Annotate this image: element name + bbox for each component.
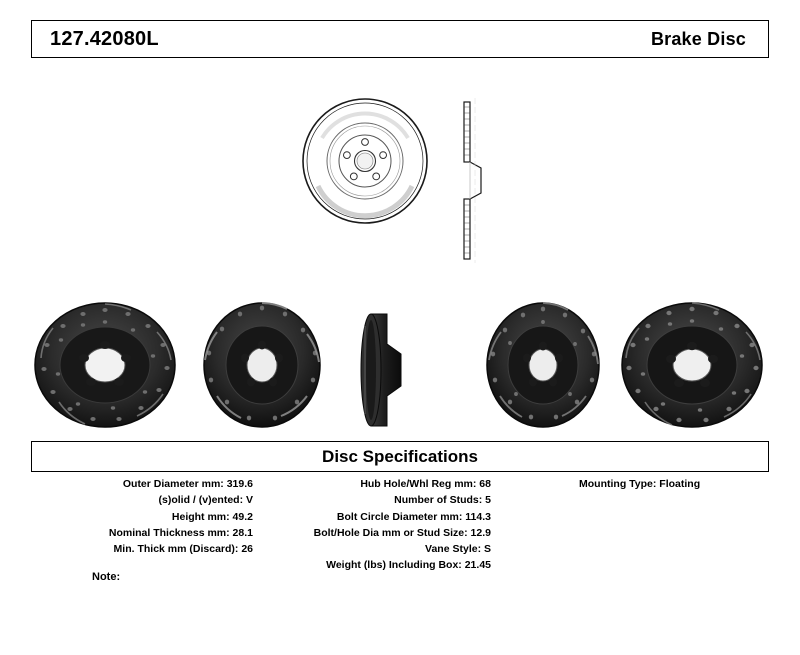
rotor-photo-angled-right [480, 298, 610, 438]
spec-title: Disc Specifications [322, 446, 478, 466]
document-type: Brake Disc [650, 28, 746, 49]
note-label: Note: [92, 571, 121, 583]
spec-column-left [31, 476, 253, 557]
rotor-cross-section-drawing [455, 98, 495, 268]
spec-item: Bolt Circle Diameter mm: 114.3 [336, 510, 491, 523]
spec-item: Bolt/Hole Dia mm or Stud Size: 12.9 [313, 526, 491, 539]
spec-item: Nominal Thickness mm: 28.1 [108, 526, 253, 539]
document-header [31, 20, 769, 58]
rotor-photo-drilled-face [620, 298, 770, 438]
spec-item: Hub Hole/Whl Reg mm: 68 [360, 478, 491, 490]
part-number-cell [32, 21, 400, 57]
product-photo-row [0, 298, 800, 438]
spec-item: Outer Diameter mm: 319.6 [122, 478, 253, 490]
spec-item: Vane Style: S [425, 543, 491, 556]
spec-item: (s)olid / (v)ented: V [158, 494, 253, 507]
spec-item: Min. Thick mm (Discard): 26 [113, 543, 253, 556]
spec-column-middle [263, 476, 491, 574]
spec-item: Mounting Type: Floating [579, 478, 701, 490]
spec-item: Number of Studs: 5 [394, 494, 491, 507]
rotor-photo-angled-left [33, 298, 178, 438]
disc-specifications-body [31, 476, 769, 586]
document-type-cell [400, 21, 768, 57]
rotor-photo-slotted-face [195, 298, 330, 438]
drawings-area [0, 58, 800, 440]
part-number: 127.42080L [50, 27, 159, 50]
spec-item: Weight (lbs) Including Box: 21.45 [326, 559, 491, 572]
spec-item: Height mm: 49.2 [171, 510, 253, 523]
rotor-face-technical-drawing [300, 86, 430, 241]
spec-column-right [521, 476, 769, 492]
disc-specifications-header [31, 441, 769, 472]
rotor-photo-edge-profile [355, 310, 415, 435]
